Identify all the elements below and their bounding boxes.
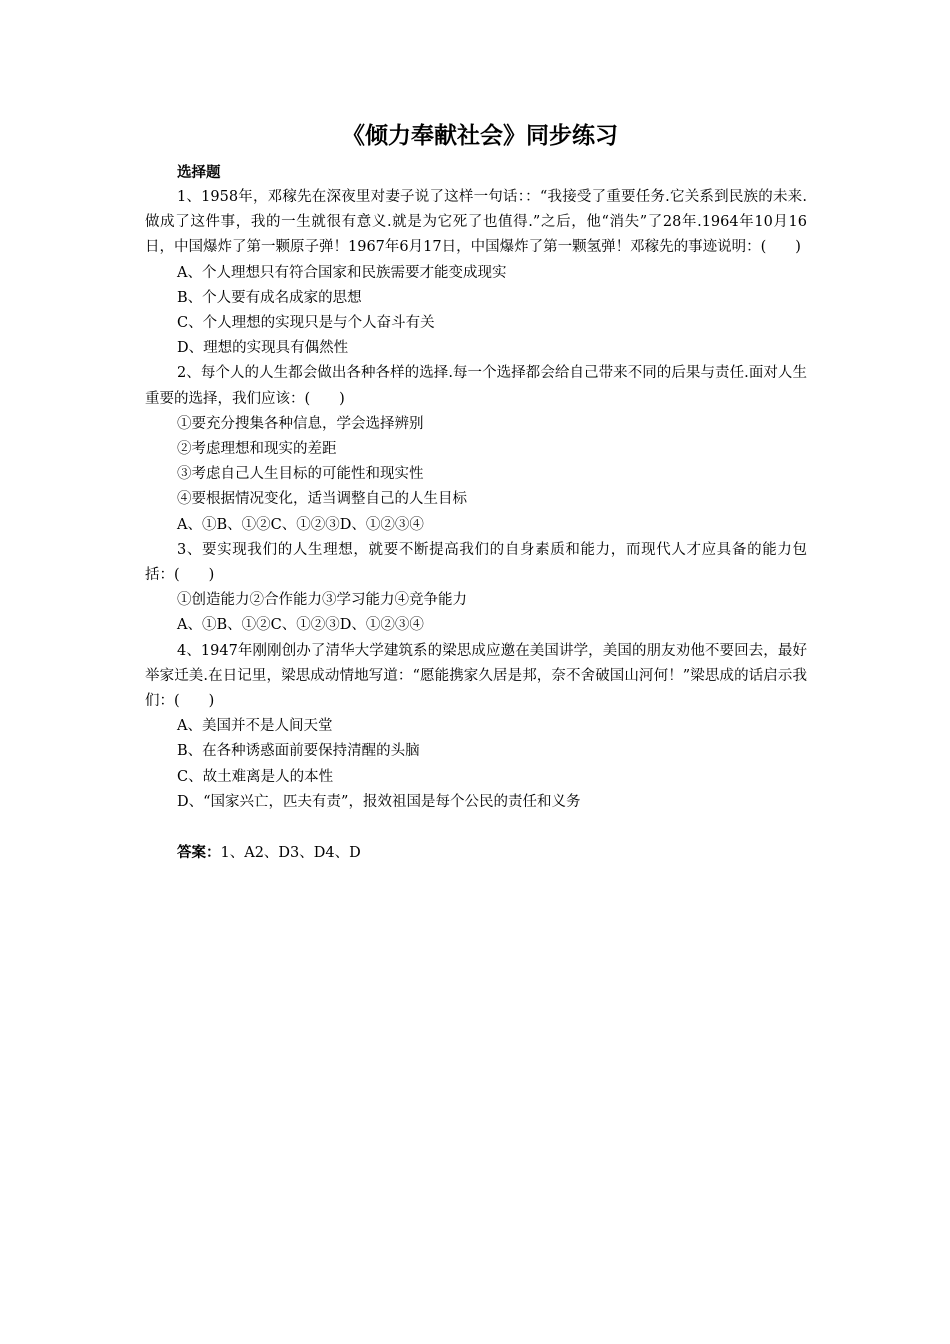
option-line: A、①B、①②C、①②③D、①②③④ xyxy=(177,516,424,533)
option-line: ③考虑自己人生目标的可能性和现实性 xyxy=(177,466,424,483)
answer-text: 1、A2、D3、D4、D xyxy=(220,845,361,862)
document-page xyxy=(145,118,807,866)
option-line: B、在各种诱惑面前要保持清醒的头脑 xyxy=(177,743,420,760)
option-line: ①要充分搜集各种信息，学会选择辨别 xyxy=(177,415,424,432)
option-line: ④要根据情况变化，适当调整自己的人生目标 xyxy=(177,491,467,508)
option-line: ②考虑理想和现实的差距 xyxy=(177,441,337,458)
question-stem: 2、每个人的人生都会做出各种各样的选择.每一个选择都会给自己带来不同的后果与责任.面对人生重要的选择，我们应该：( ) xyxy=(145,365,807,407)
question-3 xyxy=(145,538,807,639)
option-line: D、理想的实现具有偶然性 xyxy=(177,340,349,357)
question-1 xyxy=(145,185,807,361)
option-line: B、个人要有成名成家的思想 xyxy=(177,289,362,306)
option-line: C、故土难离是人的本性 xyxy=(177,768,334,785)
page-title: 《倾力奉献社会》同步练习 xyxy=(342,122,618,149)
question-stem: 1、1958年，邓稼先在深夜里对妻子说了这样一句话：：“我接受了重要任务.它关系到民族的未来.做成了这件事，我的一生就很有意义.就是为它死了也值得.”之后，他“消失”了28年.1964年10月16日，中国爆炸了第一颗原子弹！1967年6月17日，中国爆炸了第一颗氢弹！邓稼先的事迹说明：( ) xyxy=(145,189,807,256)
section-heading: 选择题 xyxy=(177,164,221,181)
answer-key xyxy=(145,840,807,866)
question-stem: 4、1947年刚刚创办了清华大学建筑系的梁思成应邀在美国讲学，美国的朋友劝他不要回去，最好举家迁美.在日记里，梁思成动情地写道：“愿能携家久居是邦，奈不舍破国山河何！”梁思成的话启示我们：( ) xyxy=(145,642,807,710)
option-line: C、个人理想的实现只是与个人奋斗有关 xyxy=(177,315,435,332)
question-2 xyxy=(145,361,807,537)
option-line: A、美国并不是人间天堂 xyxy=(177,718,333,735)
option-line: D、“国家兴亡，匹夫有责”，报效祖国是每个公民的责任和义务 xyxy=(177,793,581,810)
question-4 xyxy=(145,639,807,815)
option-line: ①创造能力②合作能力③学习能力④竞争能力 xyxy=(177,592,467,609)
option-line: A、①B、①②C、①②③D、①②③④ xyxy=(177,617,424,634)
option-line: A、个人理想只有符合国家和民族需要才能变成现实 xyxy=(177,264,507,281)
question-stem: 3、要实现我们的人生理想，就要不断提高我们的自身素质和能力，而现代人才应具备的能力包括：( ) xyxy=(145,541,807,584)
answer-label: 答案： xyxy=(177,844,221,862)
